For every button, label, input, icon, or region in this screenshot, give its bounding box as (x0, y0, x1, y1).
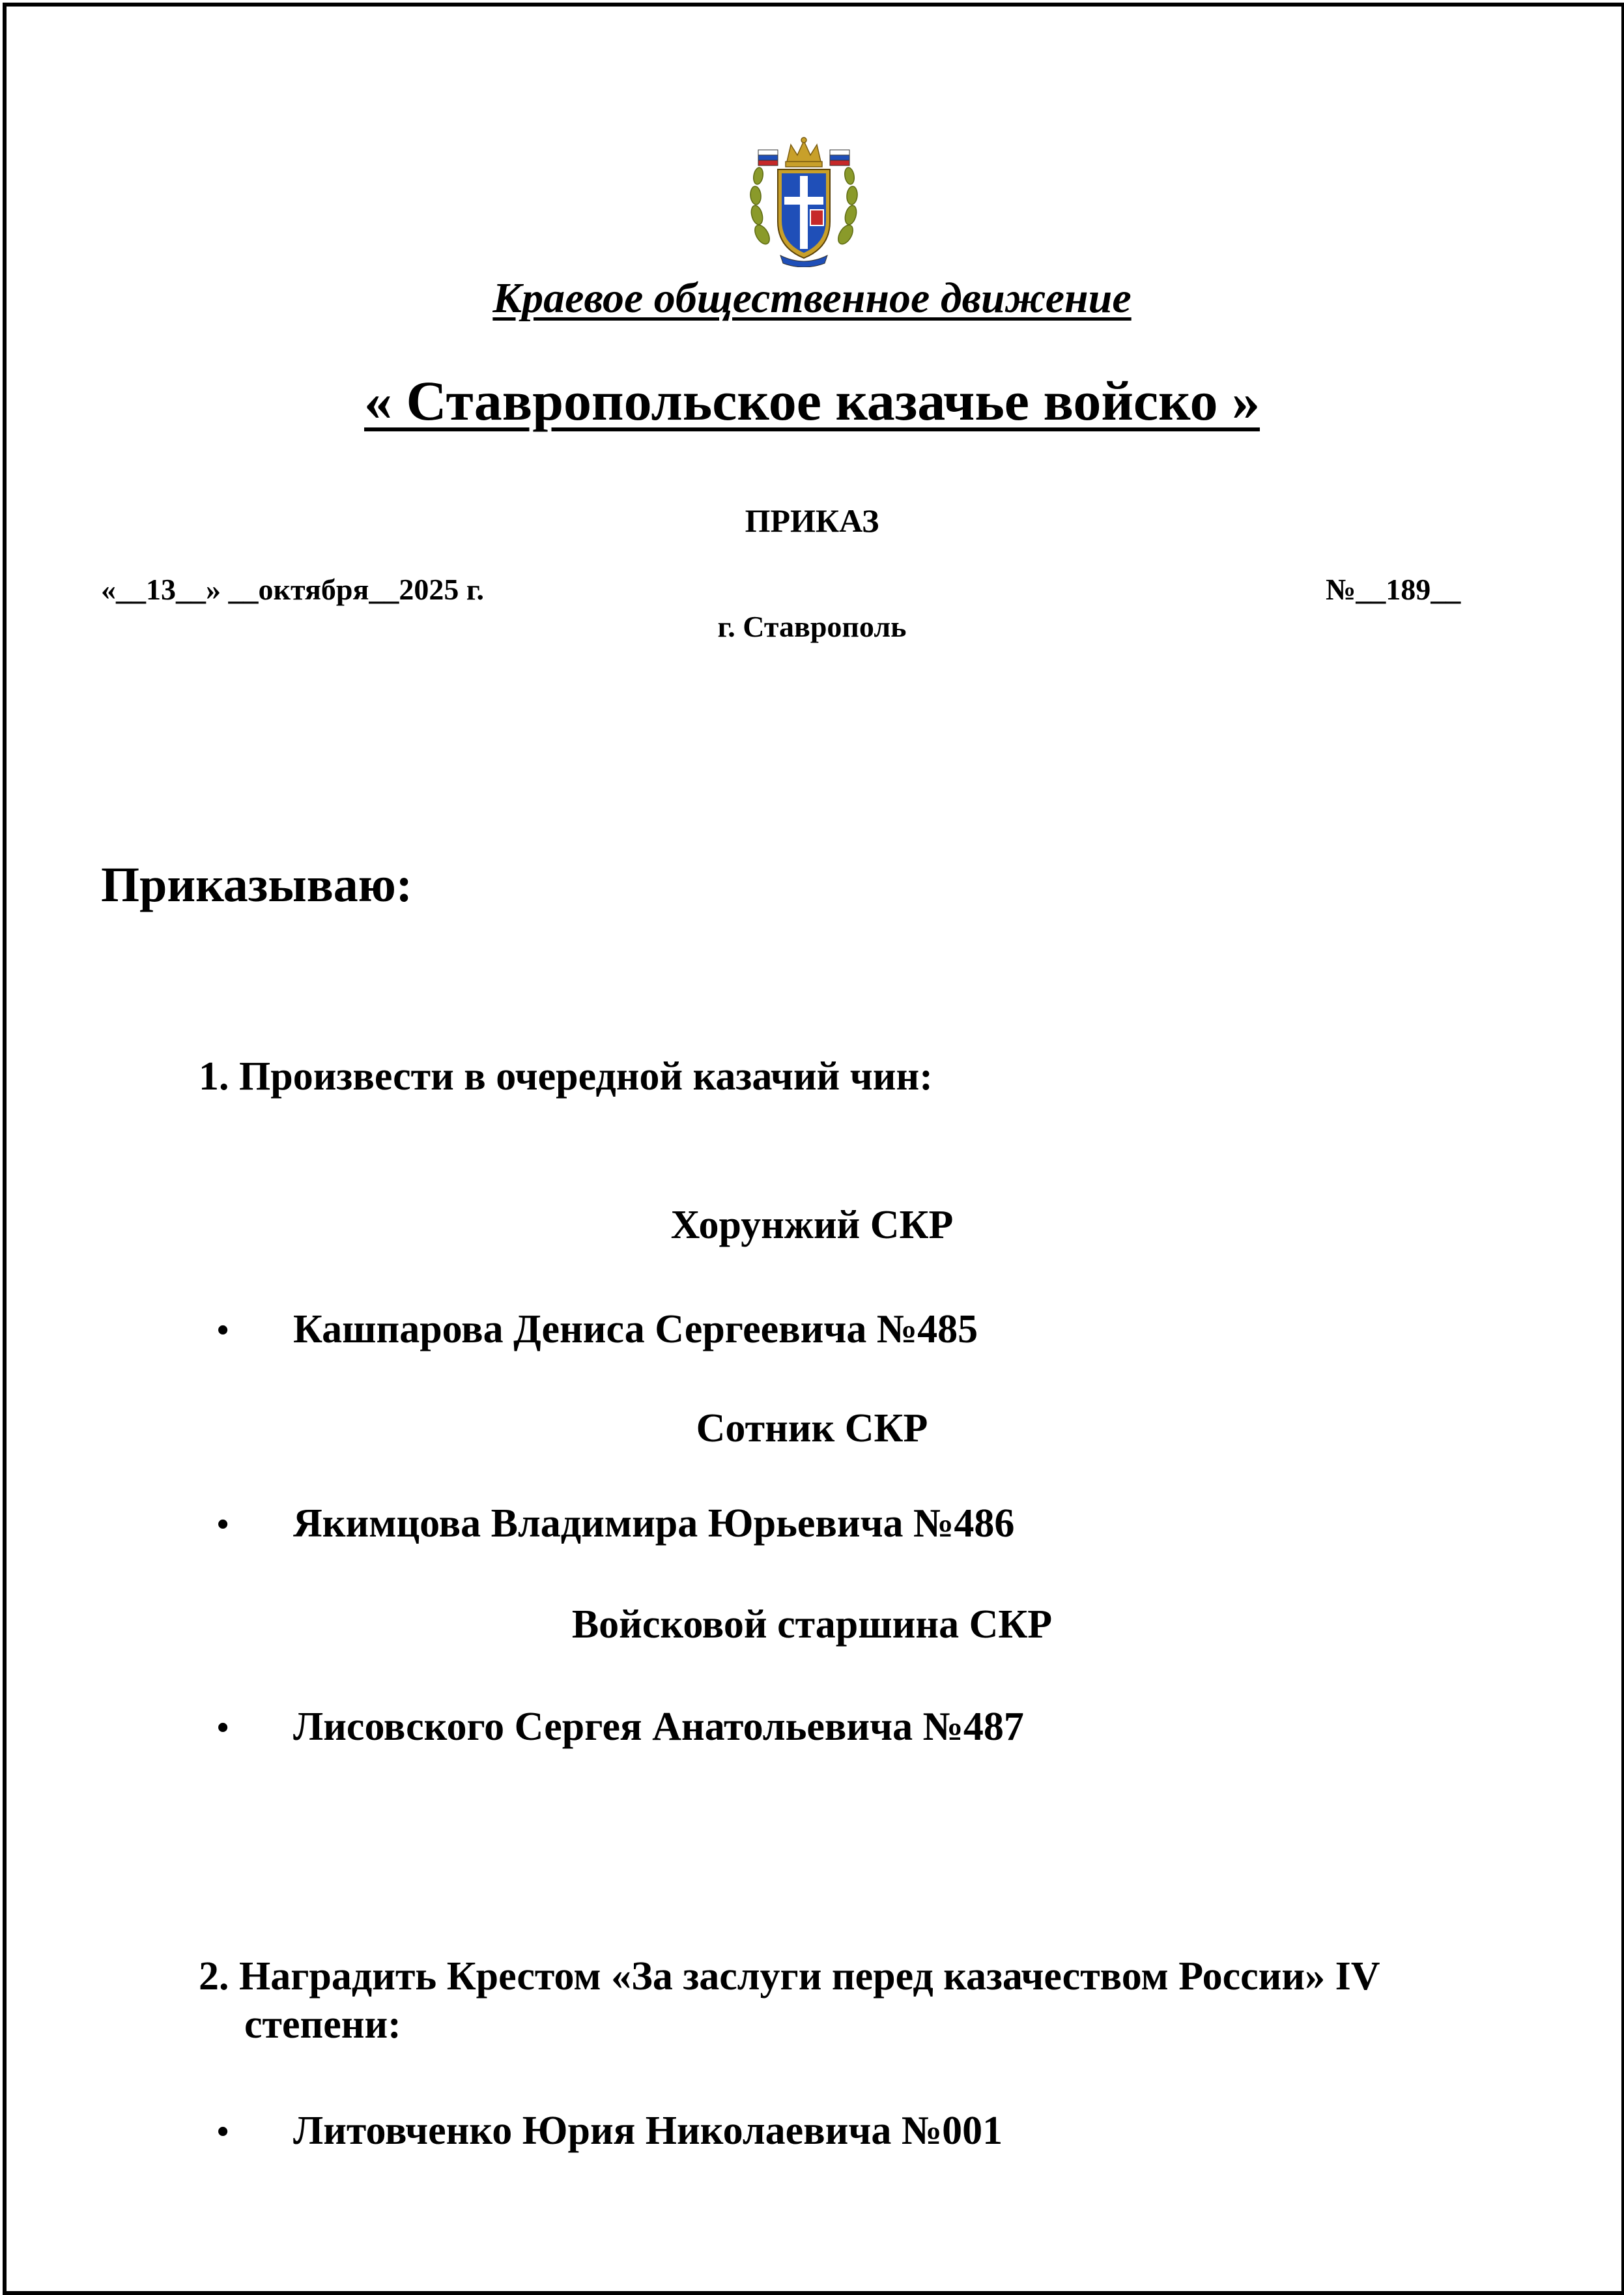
document-type-title: ПРИКАЗ (745, 502, 879, 539)
rank-title-khorunzhiy: Хорунжий СКР (670, 1203, 954, 1247)
coat-of-arms-emblem (748, 137, 860, 267)
organization-subtitle: Краевое общественное движение (492, 274, 1132, 322)
section-2-title-continuation: степени: (244, 2002, 401, 2047)
bullet-icon: • (217, 1506, 229, 1543)
document-number: №__189__ (1326, 573, 1461, 606)
list-item-person: Кашпарова Дениса Сергеевича №485 (293, 1307, 978, 1351)
page-border (3, 3, 1624, 2295)
document-city: г. Ставрополь (717, 610, 907, 643)
document-date: «__13__» __октября__2025 г. (101, 573, 485, 606)
coat-of-arms-icon (748, 137, 860, 267)
section-1-text: . Произвести в очередной казачий чин: (219, 1054, 933, 1099)
bullet-icon: • (217, 1709, 229, 1746)
section-2-title: 2. Наградить Крестом «За заслуги перед казачеством России» IV (199, 1954, 1380, 1999)
list-item-person: Литовченко Юрия Николаевича №001 (293, 2109, 1003, 2153)
organization-name: « Ставропольское казачье войско » (364, 369, 1260, 432)
list-item-person: Лисовского Сергея Анатольевича №487 (293, 1705, 1024, 1749)
list-item-person: Якимцова Владимира Юрьевича №486 (293, 1501, 1015, 1546)
rank-title-voyskovoy-starshina: Войсковой старшина СКР (571, 1602, 1053, 1647)
section-1-title (199, 1054, 933, 1100)
bullet-icon: • (217, 2113, 229, 2150)
bullet-icon: • (217, 1312, 229, 1349)
section-1-number: 1 (199, 1054, 219, 1099)
order-heading: Приказываю: (101, 858, 413, 912)
rank-title-sotnik: Сотник СКР (696, 1406, 928, 1451)
